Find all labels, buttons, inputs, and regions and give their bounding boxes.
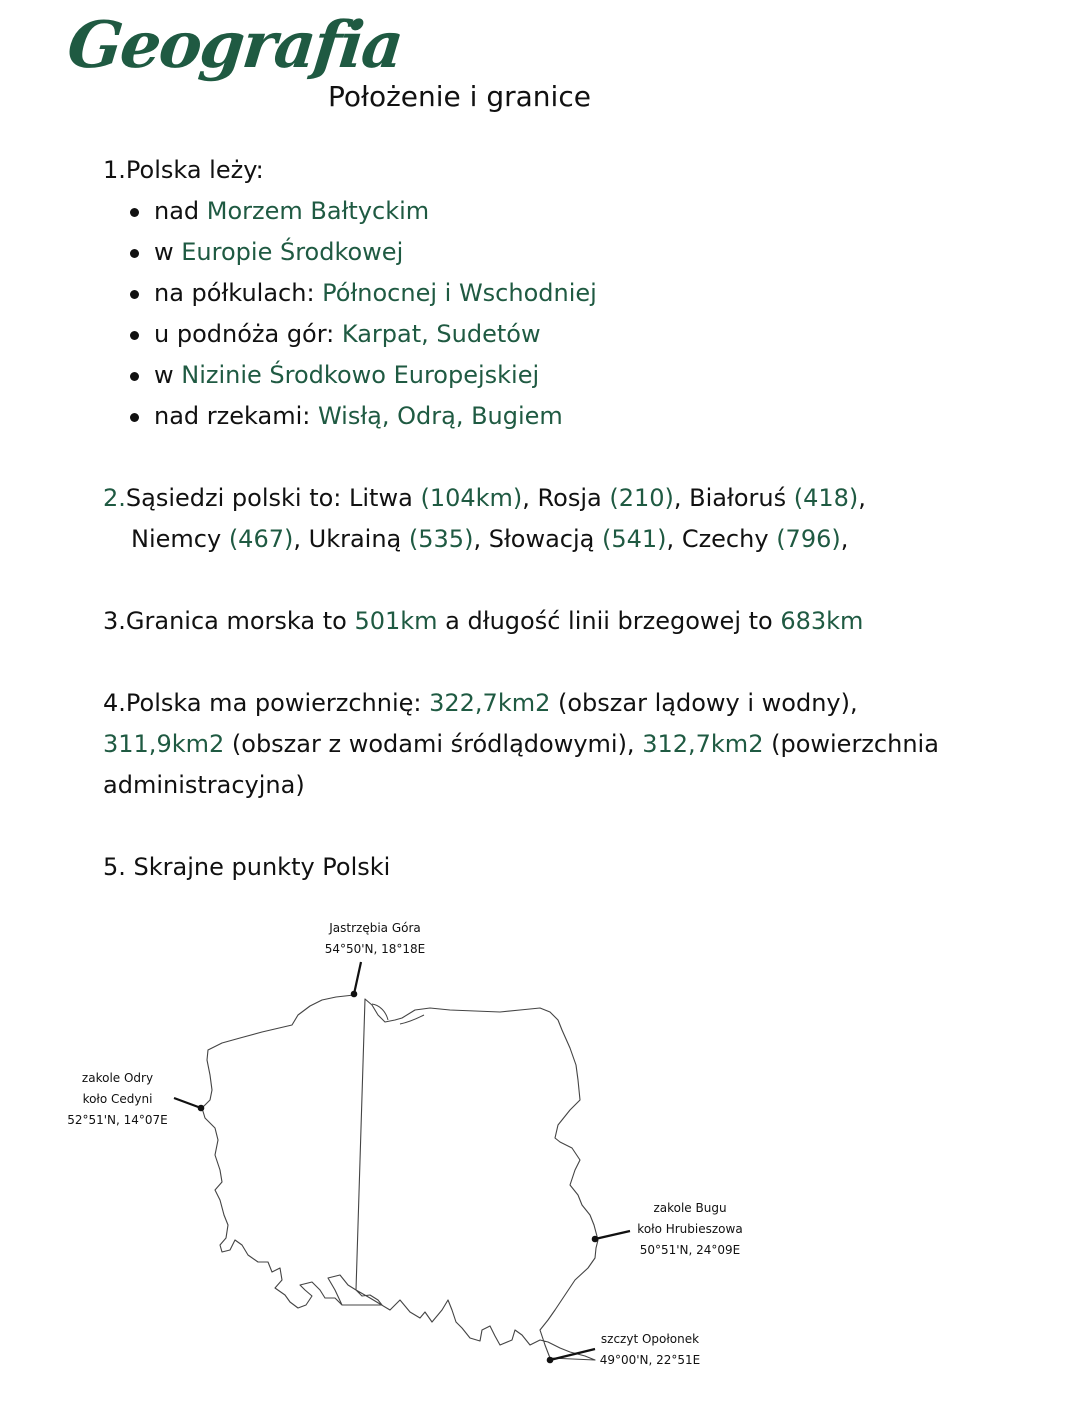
point-label-west: zakole Odry koło Cedyni 52°51'N, 14°07E (67, 1071, 168, 1127)
list-item: u podnóża gór: Karpat, Sudetów (128, 314, 597, 355)
neighbors-line-1: 2.Sąsiedzi polski to: Litwa (104km), Rosja (210), Białoruś (418), (103, 484, 866, 512)
point-label-east: zakole Bugu koło Hrubieszowa 50°51'N, 24°09E (637, 1201, 743, 1257)
location-list (103, 191, 597, 437)
point-label-north: Jastrzębia Góra 54°50'N, 18°18E (324, 921, 426, 956)
section-sea-border: 3.Granica morska to 501km a długość linii brzegowej to 683km (103, 607, 864, 635)
neighbors-line-2: Niemcy (467), Ukrainą (535), Słowacją (541), Czechy (796), (131, 525, 849, 553)
list-item: nad rzekami: Wisłą, Odrą, Bugiem (128, 396, 597, 437)
section-location-heading: 1.Polska leży: (103, 156, 264, 184)
page-subtitle: Położenie i granice (328, 80, 591, 113)
poland-map (0, 900, 1080, 1397)
list-item: w Europie Środkowej (128, 232, 597, 273)
point-label-south: szczyt Opołonek 49°00'N, 22°51E (599, 1332, 701, 1367)
list-item: nad Morzem Bałtyckim (128, 191, 597, 232)
section-neighbors (103, 478, 866, 560)
list-item: w Nizinie Środkowo Europejskiej (128, 355, 597, 396)
section-extreme-points-heading: 5. Skrajne punkty Polski (103, 853, 391, 881)
page-title: Geografia (64, 8, 406, 83)
section-location (103, 150, 597, 437)
list-item: na półkulach: Północnej i Wschodniej (128, 273, 597, 314)
section-area: 4.Polska ma powierzchnię: 322,7km2 (obszar lądowy i wodny), 311,9km2 (obszar z wodami śródlądowymi), 312,7km2 (powierzchnia administracyjna) (103, 689, 939, 799)
poland-outline (0, 900, 1080, 1397)
